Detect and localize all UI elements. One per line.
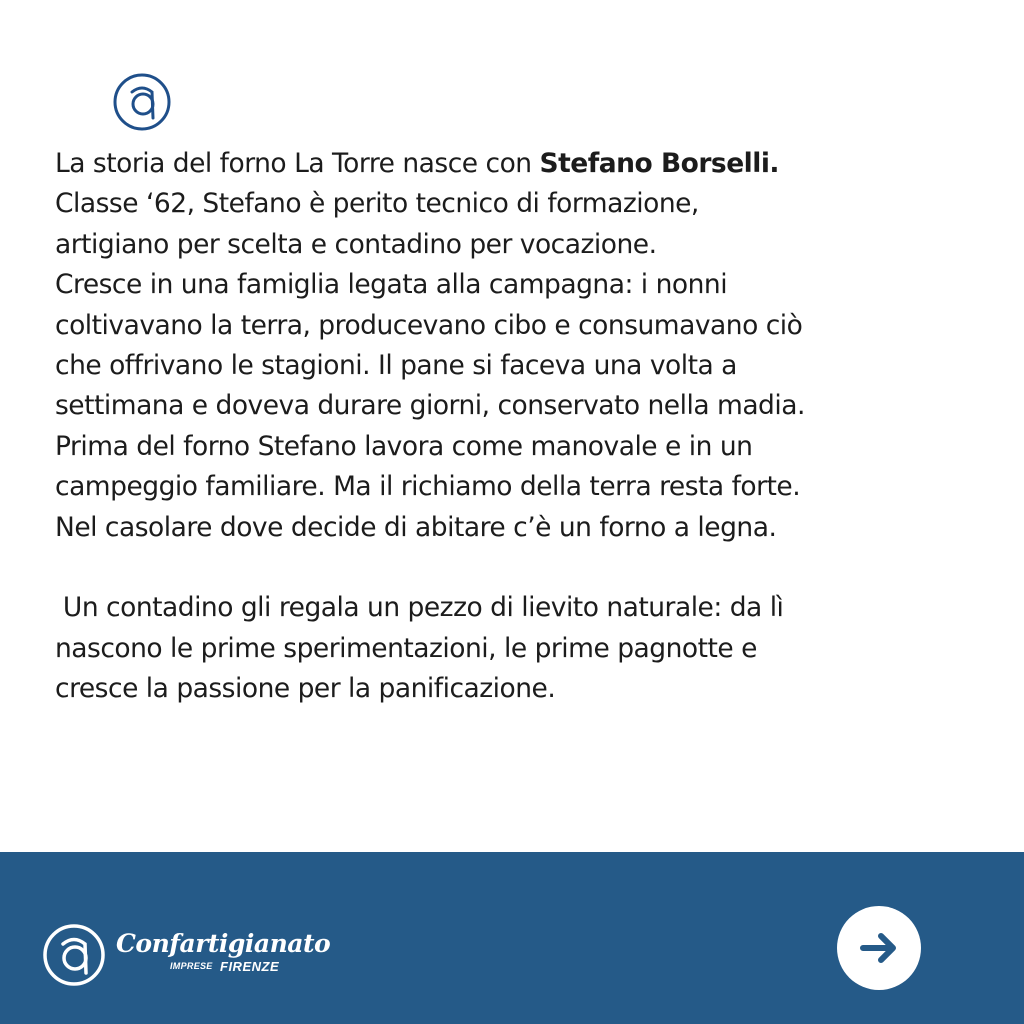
brand-wordmark bbox=[116, 923, 336, 987]
story-line: cresce la passione per la panificazione. bbox=[55, 673, 556, 705]
story-line: settimana e doveva durare giorni, conservato nella madia. bbox=[55, 390, 805, 422]
story-text bbox=[55, 144, 995, 710]
story-line: coltivavano la terra, producevano cibo e consumavano ciò bbox=[55, 309, 803, 341]
brand-mark-icon bbox=[42, 923, 106, 987]
story-line: Cresce in una famiglia legata alla campagna: i nonni bbox=[55, 269, 728, 301]
story-line: Nel casolare dove decide di abitare c’è un forno a legna. bbox=[55, 511, 777, 543]
brand-subtitle-imprese: IMPRESE bbox=[170, 961, 213, 971]
story-line: Un contadino gli regala un pezzo di lievito naturale: da lì bbox=[55, 592, 784, 624]
story-line: Prima del forno Stefano lavora come manovale e in un bbox=[55, 430, 753, 462]
paragraph-gap bbox=[55, 548, 995, 588]
brand-name: Confartigianato bbox=[116, 929, 331, 958]
arrow-right-icon bbox=[857, 926, 901, 970]
story-line: artigiano per scelta e contadino per vocazione. bbox=[55, 228, 657, 260]
story-line: che offrivano le stagioni. Il pane si faceva una volta a bbox=[55, 350, 737, 382]
story-line: Classe ‘62, Stefano è perito tecnico di formazione, bbox=[55, 188, 699, 220]
brand-logo bbox=[42, 923, 336, 987]
next-button[interactable] bbox=[837, 906, 921, 990]
top-logo-icon bbox=[112, 72, 172, 132]
story-highlight-name: Stefano Borselli. bbox=[539, 148, 779, 179]
brand-subtitle-firenze: FIRENZE bbox=[220, 959, 280, 974]
story-line: nascono le prime sperimentazioni, le prime pagnotte e bbox=[55, 632, 757, 664]
footer-band bbox=[0, 852, 1024, 1024]
story-line: La storia del forno La Torre nasce con Stefano Borselli. bbox=[55, 148, 779, 179]
story-line: campeggio familiare. Ma il richiamo della terra resta forte. bbox=[55, 471, 801, 503]
